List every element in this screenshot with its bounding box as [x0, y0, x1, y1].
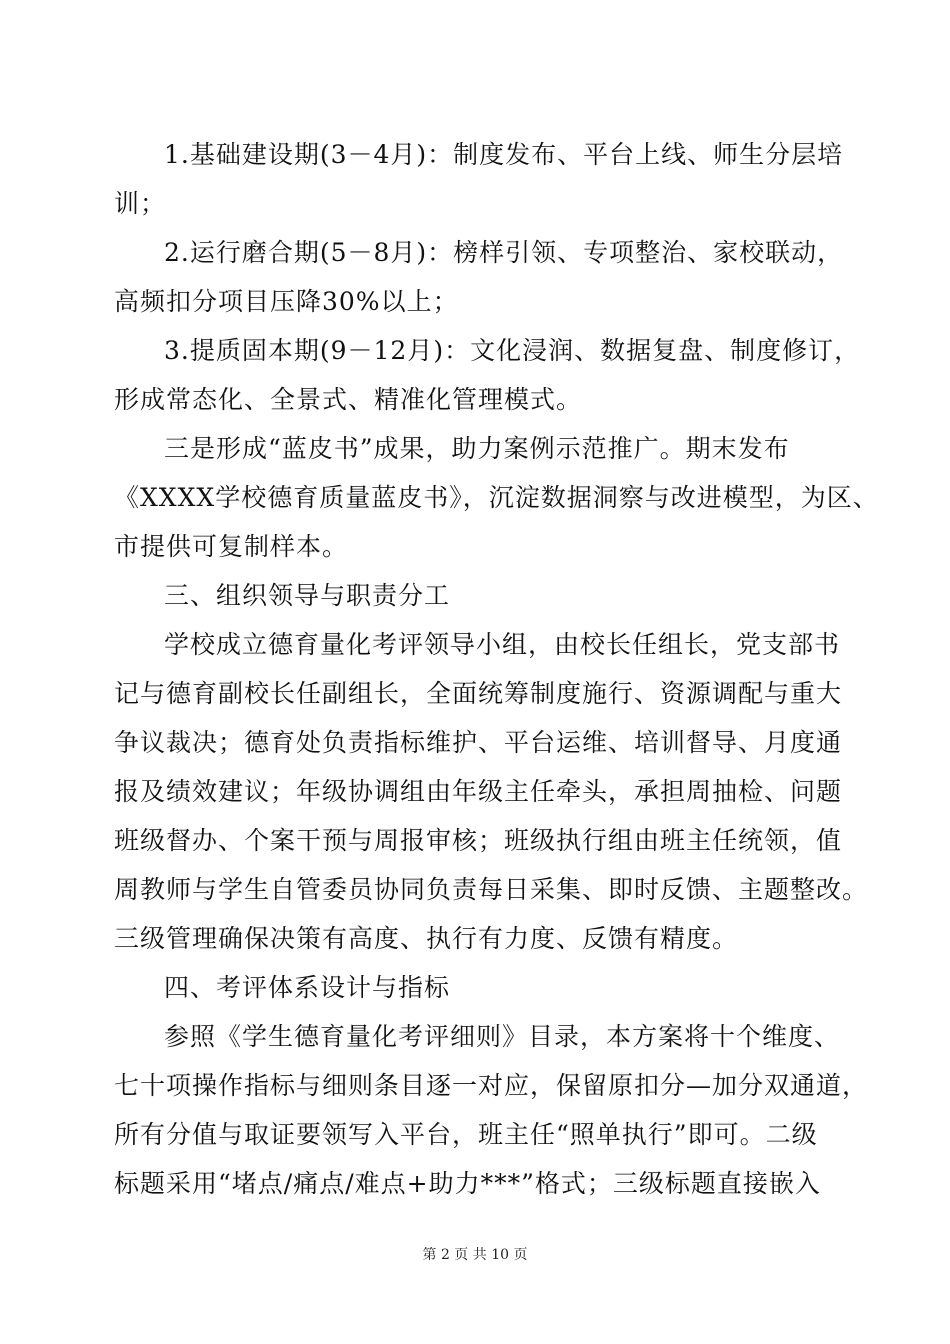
- paragraph-line: 记与德育副校长任副组长，全面统筹制度施行、资源调配与重大: [114, 679, 843, 708]
- paragraph-line: 学校成立德育量化考评领导小组，由校长任组长，党支部书: [164, 630, 841, 659]
- paragraph-line: 参照《学生德育量化考评细则》目录，本方案将十个维度、: [164, 1022, 841, 1051]
- paragraph-line: 1.基础建设期(3－4月)：制度发布、平台上线、师生分层培: [164, 140, 844, 169]
- section-heading: 三、组织领导与职责分工: [164, 581, 451, 610]
- paragraph-line: 高频扣分项目压降30%以上；: [114, 287, 459, 316]
- paragraph-line: 训；: [114, 189, 167, 218]
- document-body: [114, 130, 879, 1208]
- paragraph-line: 争议裁决；德育处负责指标维护、平台运维、培训督导、月度通: [114, 728, 843, 757]
- paragraph-line: 周教师与学生自管委员协同负责每日采集、即时反馈、主题整改。: [114, 875, 869, 904]
- paragraph-line: 三级管理确保决策有高度、执行有力度、反馈有精度。: [114, 924, 739, 953]
- paragraph-line: 3.提质固本期(9－12月)：文化浸润、数据复盘、制度修订，: [164, 336, 861, 365]
- paragraph-line: 形成常态化、全景式、精准化管理模式。: [114, 385, 583, 414]
- page-number-footer: 第 2 页 共 10 页: [422, 1247, 528, 1263]
- paragraph-line: 三是形成“蓝皮书”成果，助力案例示范推广。期末发布: [164, 434, 790, 463]
- paragraph-line: 市提供可复制样本。: [114, 532, 349, 561]
- paragraph-line: 报及绩效建议；年级协调组由年级主任牵头，承担周抽检、问题: [114, 777, 843, 806]
- paragraph-line: 《XXXX学校德育质量蓝皮书》，沉淀数据洞察与改进模型，为区、: [114, 483, 879, 512]
- paragraph-line: 班级督办、个案干预与周报审核；班级执行组由班主任统领，值: [114, 826, 843, 855]
- paragraph-line: 七十项操作指标与细则条目逐一对应，保留原扣分—加分双通道，: [114, 1071, 869, 1100]
- paragraph-line: 标题采用“堵点/痛点/难点+助力***”格式；三级标题直接嵌入: [114, 1169, 821, 1198]
- paragraph-line: 所有分值与取证要领写入平台，班主任“照单执行”即可。二级: [114, 1120, 818, 1149]
- section-heading: 四、考评体系设计与指标: [164, 973, 451, 1002]
- paragraph-line: 2.运行磨合期(5－8月)：榜样引领、专项整治、家校联动，: [164, 238, 844, 267]
